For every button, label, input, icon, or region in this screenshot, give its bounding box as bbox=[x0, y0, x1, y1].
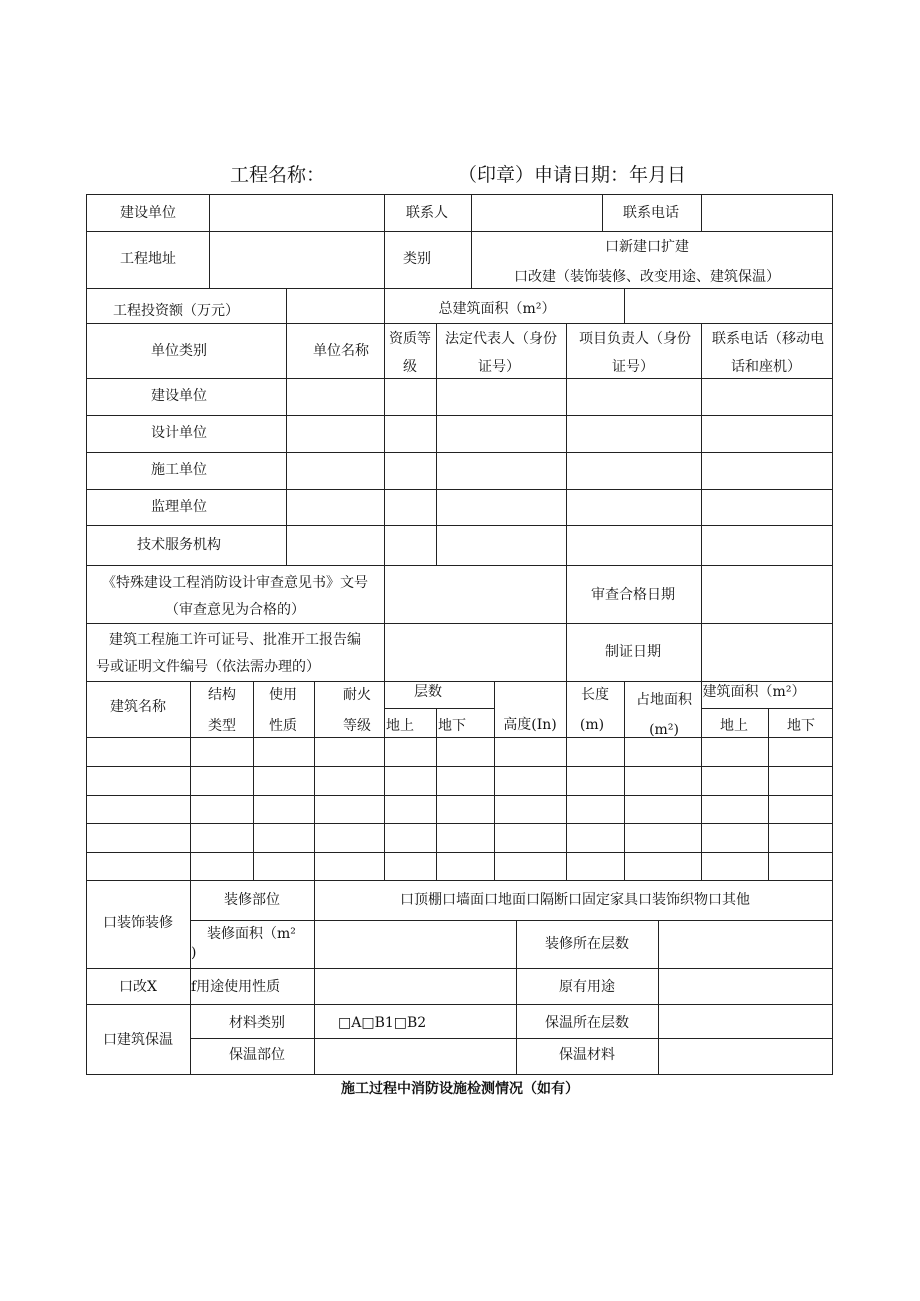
insulation-material-label: 保温材料 bbox=[559, 1047, 615, 1063]
decoration-part-options: 口顶棚口墙面口地面口隔断口固定家具口装饰织物口其他 bbox=[400, 892, 750, 908]
decoration-area-label: 装修面积（m² bbox=[207, 926, 296, 942]
decoration-area-label-2: ) bbox=[191, 945, 197, 961]
original-use-label: 原有用途 bbox=[559, 979, 615, 995]
insulation-label: 口建筑保温 bbox=[103, 1032, 173, 1048]
insulation-floors-label: 保温所在层数 bbox=[545, 1015, 629, 1031]
building-name-header: 建筑名称 bbox=[110, 699, 166, 715]
decoration-floors-label: 装修所在层数 bbox=[545, 936, 629, 952]
floors-header: 层数 bbox=[414, 684, 442, 700]
contact-person-label: 联系人 bbox=[406, 205, 448, 221]
permit-label: 建筑工程施工许可证号、批准开工报告编 bbox=[109, 632, 361, 648]
material-type-label: 材料类别 bbox=[229, 1015, 285, 1031]
length-header: 长度 bbox=[581, 687, 609, 703]
building-area-header: 建筑面积（m²） bbox=[702, 684, 806, 700]
category-option-new: 口新建口扩建 bbox=[605, 239, 689, 255]
qualification-header-2: 级 bbox=[403, 359, 417, 375]
investment-label: 工程投资额（万元） bbox=[113, 303, 239, 319]
legal-rep-header-2: 证号） bbox=[478, 359, 520, 375]
project-name-label: 工程名称： bbox=[230, 164, 326, 186]
project-manager-header: 项目负责人（身份 bbox=[579, 331, 691, 347]
footprint-header: 占地面积 bbox=[636, 692, 692, 708]
unit-type-header: 单位类别 bbox=[151, 343, 207, 359]
area-above-header: 地上 bbox=[720, 718, 748, 734]
insulation-part-label: 保温部位 bbox=[229, 1047, 285, 1063]
project-address-label: 工程地址 bbox=[120, 251, 176, 267]
permit-date-label: 制证日期 bbox=[605, 644, 661, 660]
use-header-2: 性质 bbox=[269, 718, 297, 734]
unit-row-tech-service: 技术服务机构 bbox=[137, 537, 221, 553]
floors-above-header: 地上 bbox=[386, 718, 414, 734]
fire-rating-header-2: 等级 bbox=[343, 718, 371, 734]
permit-label-2: 号或证明文件编号（依法需办理的） bbox=[96, 659, 320, 675]
unit-row-construction: 建设单位 bbox=[151, 388, 207, 404]
review-doc-label: 《特殊建设工程消防设计审查意见书》文号 bbox=[102, 575, 368, 591]
fire-rating-header: 耐火 bbox=[343, 687, 371, 703]
material-type-options: □A□B1□B2 bbox=[338, 1015, 427, 1031]
structure-header: 结构 bbox=[208, 687, 236, 703]
application-table bbox=[86, 194, 833, 1075]
height-header: 高度(In) bbox=[503, 717, 557, 733]
unit-name-header: 单位名称 bbox=[313, 343, 369, 359]
length-header-2: (m) bbox=[579, 717, 605, 733]
legal-rep-header: 法定代表人（身份 bbox=[445, 331, 557, 347]
contact-phone-label: 联系电话 bbox=[623, 205, 679, 221]
decoration-part-label: 装修部位 bbox=[224, 892, 280, 908]
use-header: 使用 bbox=[269, 687, 297, 703]
seal-date-label: （印章）申请日期：年月日 bbox=[458, 164, 687, 186]
category-option-renovate: 口改建（装饰装修、改变用途、建筑保温） bbox=[514, 269, 780, 285]
structure-header-2: 类型 bbox=[208, 718, 236, 734]
project-manager-header-2: 证号） bbox=[612, 359, 654, 375]
review-date-label: 审查合格日期 bbox=[591, 587, 675, 603]
category-label: 类别 bbox=[403, 251, 431, 267]
area-below-header: 地下 bbox=[787, 718, 815, 734]
change-use-label: 口改X bbox=[119, 979, 157, 995]
phone-header: 联系电话（移动电 bbox=[712, 331, 824, 347]
phone-header-2: 话和座机） bbox=[731, 359, 801, 375]
total-area-label: 总建筑面积（m²） bbox=[438, 301, 556, 317]
unit-row-design: 设计单位 bbox=[151, 425, 207, 441]
use-nature-label: f用途使用性质 bbox=[191, 979, 281, 995]
unit-row-supervisor: 监理单位 bbox=[151, 499, 207, 515]
construction-unit-label: 建设单位 bbox=[120, 205, 176, 221]
footprint-header-2: (m²) bbox=[649, 722, 679, 738]
unit-row-builder: 施工单位 bbox=[151, 462, 207, 478]
inspection-section-title: 施工过程中消防设施检测情况（如有） bbox=[341, 1081, 579, 1097]
review-doc-note: （审查意见为合格的） bbox=[165, 602, 305, 618]
floors-below-header: 地下 bbox=[438, 718, 466, 734]
form-header bbox=[0, 160, 920, 190]
qualification-header: 资质等 bbox=[389, 331, 431, 347]
decoration-label: 口装饰装修 bbox=[103, 915, 173, 931]
